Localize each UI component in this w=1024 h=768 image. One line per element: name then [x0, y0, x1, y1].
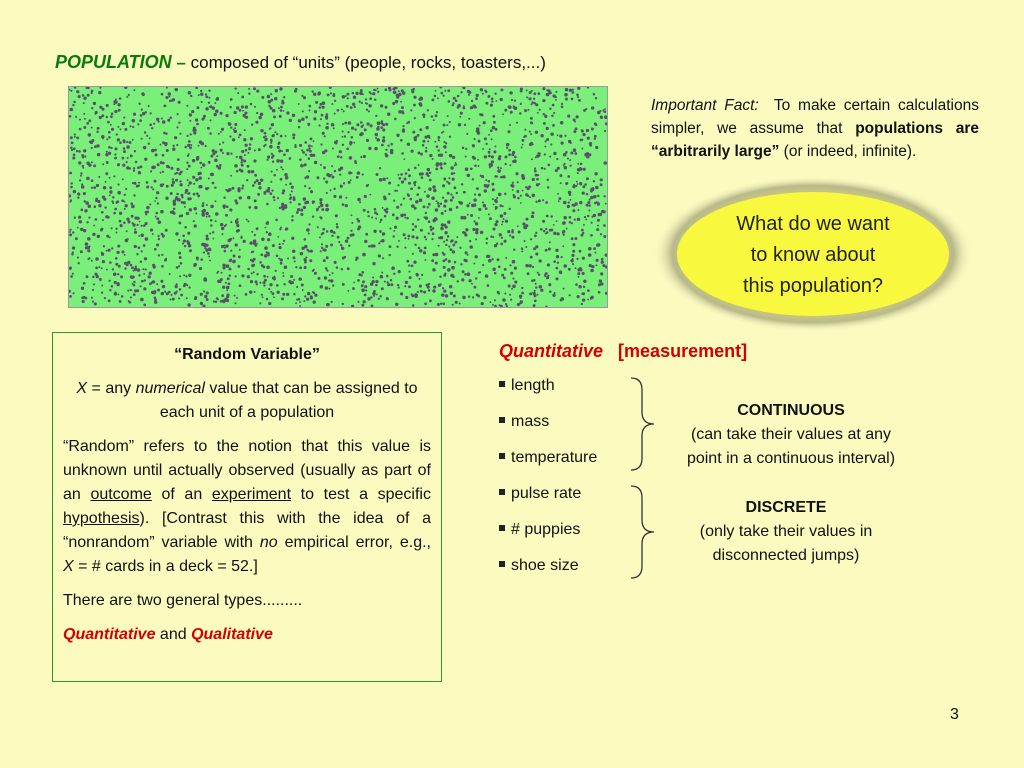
list-item: [499, 521, 580, 539]
rv-def-eq: = any: [91, 380, 132, 397]
list-item: [499, 449, 597, 467]
type-and: and: [159, 626, 187, 643]
fact-text-2: (or indeed, infinite).: [783, 143, 917, 160]
list-item: [499, 377, 555, 395]
rv-explanation: [63, 435, 431, 579]
bullet-icon: [499, 417, 505, 423]
oval-line-1: What do we want: [736, 213, 890, 235]
population-dots: [69, 87, 607, 307]
rv-types-intro: There are two general types.........: [63, 592, 303, 609]
rv-heading: [63, 343, 431, 367]
page-number: 3: [950, 706, 959, 723]
list-item-label: pulse rate: [511, 485, 582, 502]
continuous-line-2: point in a continuous interval): [686, 450, 896, 467]
oval-text: [652, 209, 974, 302]
fact-text-1: To make certain calculations simpler, we assume that: [651, 97, 979, 137]
outcome-link: outcome: [90, 486, 152, 503]
rv-def-x: X: [76, 380, 88, 397]
measurement-label: [measurement]: [618, 341, 748, 361]
list-item: [499, 557, 579, 575]
rv-p2-d: ). [Contrast this with the idea of a “nonrandom” variable with: [63, 510, 431, 551]
rv-def-rest: value that can be assigned to each unit of a population: [159, 380, 418, 421]
quantitative-heading: [499, 341, 747, 362]
discrete-line-1: (only take their values in: [699, 523, 873, 540]
oval-line-2: to know about: [750, 244, 876, 266]
rv-p2-b: of an: [161, 486, 203, 503]
oval-line-3: this population?: [742, 275, 884, 297]
rv-p2-f: = # cards in a deck = 52.]: [78, 558, 258, 575]
random-variable-box: [52, 332, 442, 682]
rv-heading-text: “Random Variable”: [174, 346, 320, 363]
quantitative-label: Quantitative: [499, 341, 604, 361]
bullet-icon: [499, 525, 505, 531]
rv-p2-a: “Random” refers to the notion that this value is unknown until actually observed (usually as part of an: [63, 438, 431, 503]
bullet-icon: [499, 453, 505, 459]
list-item: [499, 413, 549, 431]
list-item: [499, 485, 581, 503]
continuous-title: CONTINUOUS: [737, 402, 845, 419]
list-item-label: temperature: [511, 449, 598, 466]
rv-p2-x: X: [63, 558, 74, 575]
continuous-line-1: (can take their values at any: [690, 426, 892, 443]
type-qualitative: Qualitative: [191, 626, 273, 643]
title-dash: –: [176, 53, 186, 72]
list-item-label: mass: [511, 413, 550, 430]
experiment-link: experiment: [211, 486, 292, 503]
hypothesis-link: hypothesis: [63, 510, 140, 527]
rv-def-numerical: numerical: [135, 380, 205, 397]
list-item-label: shoe size: [511, 557, 579, 574]
continuous-block: [656, 399, 926, 471]
rv-p2-e: empirical error, e.g.,: [284, 534, 431, 551]
continuous-brace-icon: [628, 376, 658, 472]
important-fact: [651, 94, 979, 163]
population-image: [68, 86, 608, 308]
rv-types: [63, 623, 431, 647]
discrete-title: DISCRETE: [745, 499, 827, 516]
title-population: POPULATION: [55, 52, 172, 72]
page-title: [55, 52, 546, 73]
title-description: composed of “units” (people, rocks, toasters,...): [190, 53, 546, 72]
discrete-line-2: disconnected jumps): [712, 547, 860, 564]
bullet-icon: [499, 561, 505, 567]
fact-label: Important Fact:: [651, 97, 759, 114]
rv-p2-c: to test a specific: [300, 486, 431, 503]
list-item-label: length: [511, 377, 555, 394]
question-oval: [652, 174, 974, 334]
rv-p2-no: no: [259, 534, 278, 551]
rv-definition: [63, 377, 431, 425]
bullet-icon: [499, 489, 505, 495]
bullet-icon: [499, 381, 505, 387]
type-quantitative: Quantitative: [63, 626, 156, 643]
list-item-label: # puppies: [511, 521, 581, 538]
discrete-block: [651, 496, 921, 568]
fact-bold: populations are “arbitrarily large”: [651, 120, 980, 160]
